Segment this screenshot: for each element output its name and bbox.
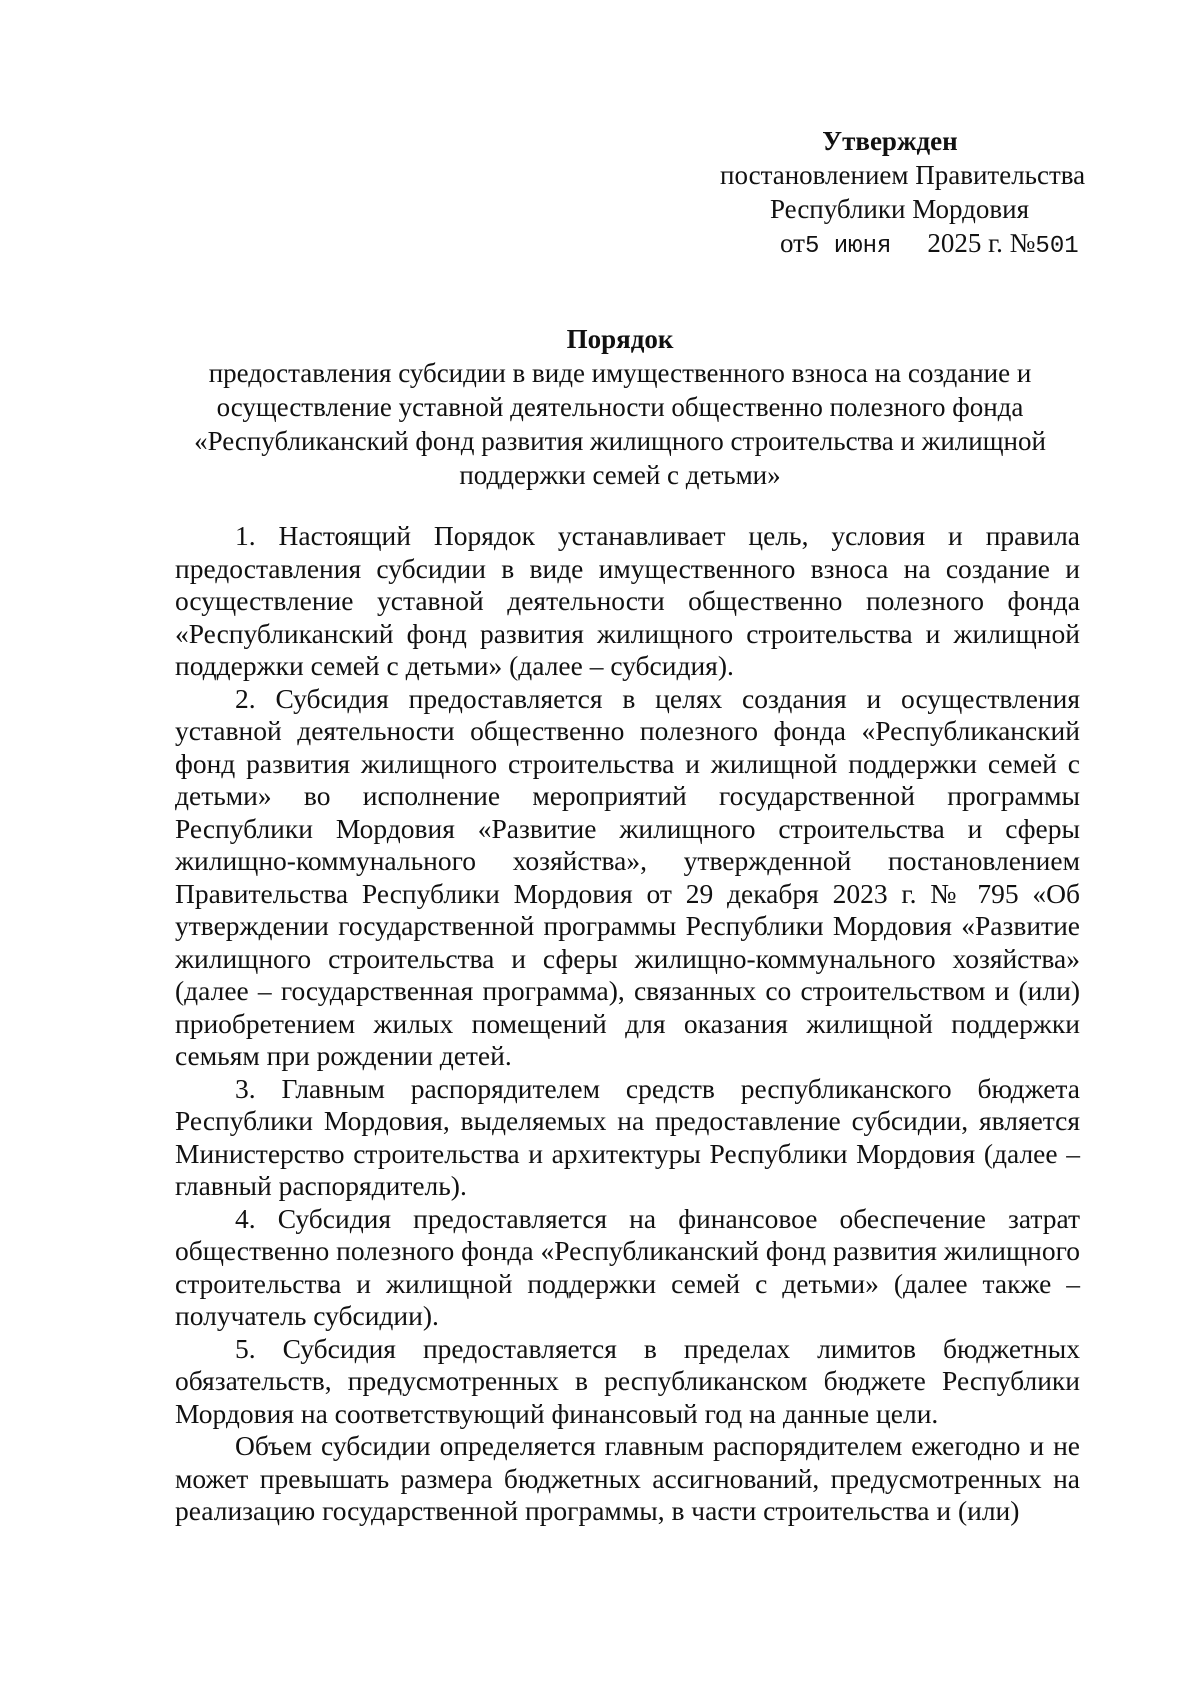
approval-line-resolution: постановлением Правительства bbox=[720, 160, 1086, 190]
paragraph-4: 4. Субсидия предоставляется на финансовое обеспечение затрат общественно полезного фонда «Республиканский фонд развития жилищного строительства и жилищной поддержки семей с детьми» (далее также – получатель субсидии). bbox=[175, 1202, 1080, 1331]
paragraph-1: 1. Настоящий Порядок устанавливает цель, условия и правила предоставления субсидии в виде имущественного взноса на создание и осуществление уставной деятельности общественно полезного фонда «Республиканский фонд развития жилищного строительства и жилищной поддержки семей с детьми» (далее – субсидия). bbox=[175, 520, 1080, 681]
approval-number: 501 bbox=[1035, 233, 1079, 260]
paragraph-6: Объем субсидии определяется главным распорядителем ежегодно и не может превышать размера бюджетных ассигнований, предусмотренных на реализацию государственной программы, в части строительства и (или) bbox=[175, 1430, 1080, 1526]
approval-title: Утвержден bbox=[822, 126, 958, 156]
approval-date-year: 2025 г. № bbox=[927, 228, 1036, 258]
approval-line-republic: Республики Мордовия bbox=[770, 194, 1030, 224]
document-subtitle-line: поддержки семей с детьми» bbox=[459, 460, 781, 490]
document-title: Порядок bbox=[566, 324, 674, 354]
approval-date-line bbox=[780, 226, 1140, 264]
document-subtitle-line: предоставления субсидии в виде имущественного взноса на создание и bbox=[208, 358, 1032, 388]
document-title-block bbox=[150, 322, 1090, 492]
approval-date-prefix: от bbox=[780, 228, 805, 258]
approval-date-day-month: 5 июня bbox=[804, 233, 892, 260]
approval-block bbox=[700, 124, 1140, 264]
document-body bbox=[175, 520, 1080, 1528]
document-subtitle-line: «Республиканский фонд развития жилищного строительства и жилищной bbox=[194, 426, 1046, 456]
paragraph-3: 3. Главным распорядителем средств республиканского бюджета Республики Мордовия, выделяемых на предоставление субсидии, является Министерство строительства и архитектуры Республики Мордовия (далее – главный распорядитель). bbox=[175, 1072, 1080, 1201]
paragraph-5: 5. Субсидия предоставляется в пределах лимитов бюджетных обязательств, предусмотренных в республиканском бюджете Республики Мордовия на соответствующий финансовый год на данные цели. bbox=[175, 1332, 1080, 1429]
paragraph-2: 2. Субсидия предоставляется в целях создания и осуществления уставной деятельности общественно полезного фонда «Республиканский фонд развития жилищного строительства и жилищной поддержки семей с детьми» во исполнение мероприятий государственной программы Республики Мордовия «Развитие жилищного строительства и сферы жилищно-коммунального хозяйства», утвержденной постановлением Правительства Республики Мордовия от 29 декабря 2023 г. № 795 «Об утверждении государственной программы Республики Мордовия «Развитие жилищного строительства и сферы жилищно-коммунального хозяйства» (далее – государственная программа), связанных со строительством и (или) приобретением жилых помещений для оказания жилищной поддержки семьям при рождении детей. bbox=[175, 682, 1080, 1071]
document-subtitle-line: осуществление уставной деятельности общественно полезного фонда bbox=[216, 392, 1024, 422]
